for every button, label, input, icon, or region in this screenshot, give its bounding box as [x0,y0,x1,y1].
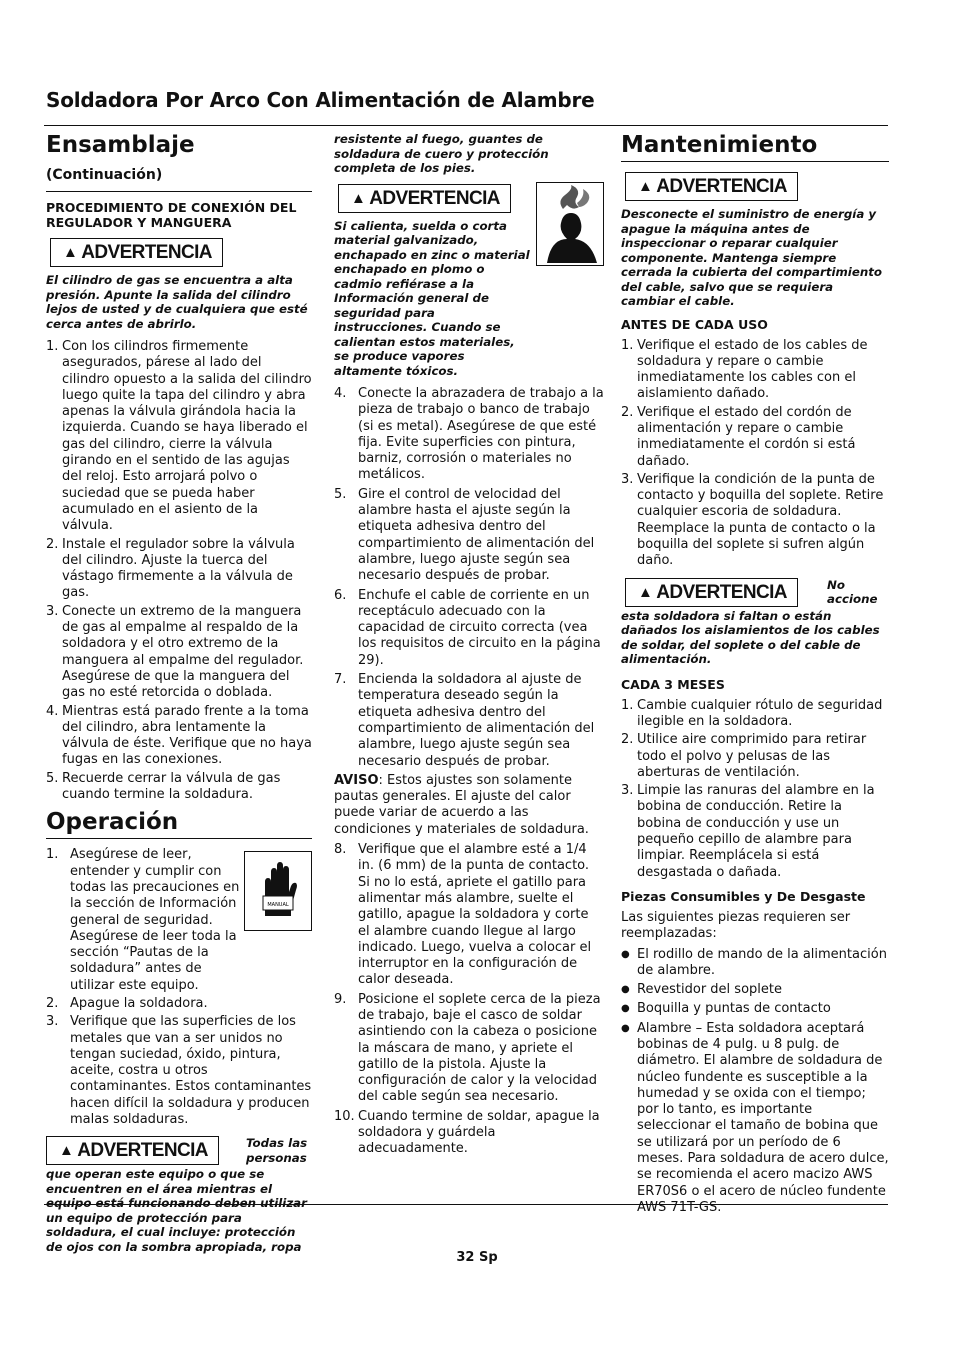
warning-triangle-icon: ▲ [351,189,366,207]
bottom-divider [44,1204,888,1205]
operation-steps-final [334,842,604,1158]
section-heading-operacion: Operación [46,809,312,839]
aviso-text: : Estos ajustes son solamente pautas generales. El ajuste del calor puede variar de acuerdo a las condiciones y materiales de soldadura. [334,772,589,837]
item-number: 10. [334,1108,355,1124]
item-number: 9. [334,991,347,1007]
item-number: 1. [46,339,59,354]
list-item [46,537,312,602]
warning-text: esta soldadora si faltan o están dañados los aislamientos de los cables de soldar, del soplete o del cable de alimentación. [621,608,880,667]
consumibles-intro: Las siguientes piezas requieren ser reemplazadas: [621,909,851,942]
item-text: Limpie las ranuras del alambre en la bobina de conducción. Retire la bobina de conducción y use un pequeño cepillo de alambre para limpiar. Reemplácela si está desgastada o dañada. [637,783,875,880]
warning-text: Desconecte el suministro de energía y apague la máquina antes de inspeccionar o reparar cualquier componente. Mantenga siempre cerrada la cubierta del compartimiento del cable, salvo que se requiera cambiar el cable. [621,207,882,308]
pre-use-steps [621,338,889,570]
item-number: 3. [46,603,59,619]
item-text: Encienda la soldadora al ajuste de temperatura deseado según la etiqueta adhesiva dentro del compartimiento de alimentación del alambre, luego ajuste según sea necesario después de probar. [358,672,595,769]
list-item [46,704,312,769]
list-item [334,1109,604,1158]
subhead-regulador: PROCEDIMIENTO DE CONEXIÓN DEL REGULADOR Y MANGUERA [46,200,297,230]
list-item [334,992,604,1106]
warning-triangle-icon: ▲ [638,583,653,601]
list-item [46,1014,312,1128]
bullet-item: ● Boquilla y puntas de contacto [621,1001,889,1017]
bullet-item: ● El rodillo de mando de la alimentación de alambre. [621,947,889,980]
warning-lead: No accione [827,577,878,607]
operation-steps [46,847,312,1128]
warning-badge: ▲ ADVERTENCIA [625,578,798,607]
item-number: 5. [46,770,59,786]
aviso-label: AVISO [334,772,379,788]
item-number: 1. [621,697,634,713]
list-item [621,698,889,731]
heading-text: Ensamblaje [46,132,195,158]
item-text: Verifique la condición de la punta de contacto y boquilla del soplete. Retire cualquier escoria de soldadura. Reemplace la punta de contacto o la boquilla del soplete si sufren algún daño. [637,471,884,569]
column-assembly [46,132,312,1262]
consumibles-list [621,947,889,1217]
item-number: 4. [46,703,59,719]
column-maintenance [621,132,889,1219]
list-item [621,338,889,403]
item-text: Mientras está parado frente a la toma del cilindro, abra lentamente la válvula de éste. Verifique que no haya fugas en las conexiones. [62,703,312,768]
warning-text: El cilindro de gas se encuentra a alta presión. Apunte la salida del cilindro lejos de usted y de cualquiera que esté cerca antes de abrirlo. [46,273,308,331]
list-item [621,783,889,881]
item-number: 2. [621,732,634,748]
warning-lead: Todas las personas [246,1136,308,1165]
item-text: Verifique que el alambre esté a 1/4 in. (6 mm) de la punta de contacto. Si no lo está, apriete el gatillo para alimentar más alambre, suelte el gatillo, apague la soldadora y corte el alambre cuando llegue al largo indicado. Luego, vuelva a colocar el interruptor en la configuración de calor deseada. [358,842,592,988]
warning-triangle-icon: ▲ [59,1142,74,1160]
page-title: Soldadora Por Arco Con Alimentación de Alambre [46,88,595,112]
list-item [621,732,889,781]
page-number: 32 Sp [456,1250,498,1265]
item-number: 6. [334,587,347,603]
item-text: Recuerde cerrar la válvula de gas cuando termine la soldadura. [62,770,281,803]
item-number: 8. [334,842,347,858]
list-item [334,487,604,585]
section-heading-ensamblaje [46,132,312,192]
list-item [621,405,889,470]
item-text: Enchufe el cable de corriente en un receptáculo adecuado con la capacidad de circuito correcta (vea los requisitos de circuito en la página 29). [358,587,601,668]
item-text: Cuando termine de soldar, apague la soldadora y guárdela adecuadamente. [358,1108,600,1157]
warning-triangle-icon: ▲ [638,178,653,195]
list-item [46,847,312,994]
item-number: 3. [621,471,634,487]
quarterly-steps [621,698,889,881]
top-divider [44,125,888,126]
item-number: 2. [46,995,59,1011]
item-text: Conecte un extremo de la manguera de gas al empalme al respaldo de la soldadora y el otro extremo de la manguera al empalme del regulador. Asegúrese de que la manguera del gas no esté retorcida o doblada. [62,603,304,701]
toxic-fumes-icon [536,182,604,266]
item-number: 2. [621,404,634,420]
item-text: Gire el control de velocidad del alambre hasta el ajuste según la etiqueta adhesiva dentro del compartimiento de alimentación del alambre, luego ajuste según sea necesario después de probar. [358,486,595,584]
assembly-steps [46,339,312,803]
item-text: Verifique que las superficies de los metales que van a ser unidos no tengan suciedad, óxido, pintura, aceite, costra u otros contaminantes. Estos contaminantes hacen difícil la soldadura y producen malas soldaduras. [70,1014,312,1128]
item-text: Apague la soldadora. [70,995,208,1011]
warning-text: Si calienta, suelda o corta material galvanizado, enchapado en zinc o material enchapado en plomo o cadmio refiérase a la Información general de seguridad para instrucciones. Cuando se calientan estos materiales, se produce vapores altamente tóxicos. [334,218,530,378]
operation-steps-cont [334,386,604,770]
item-number: 3. [621,783,634,799]
subhead-consumibles: Piezas Consumibles y De Desgaste [621,888,866,904]
item-text: Verifique el estado de los cables de soldadura y repare o cambie inmediatamente los cables con el aislamiento dañado. [637,337,868,402]
warning-badge: ▲ ADVERTENCIA [338,184,511,213]
warning-badge: ▲ ADVERTENCIA [50,238,223,267]
list-item [46,996,312,1012]
heading-continuation: (Continuación) [46,167,163,183]
manual-label: MANUAL [267,902,289,909]
item-text: Verifique el estado del cordón de alimentación y repare o cambie inmediatamente el cordón si está dañado. [637,404,856,469]
warning-text: que operan este equipo o que se encuentren en el área mientras el equipo está funcionando deben utilizar un equipo de protección para soldadura, el cual incluye: protección de ojos con la sombra apropiada, ropa [46,1167,307,1254]
list-item [334,672,604,770]
column-operation [334,132,604,1161]
list-item [334,386,604,484]
warning-badge: ▲ ADVERTENCIA [46,1136,219,1165]
warning-triangle-icon: ▲ [63,244,78,261]
bullet-item: ● Revestidor del soplete [621,982,889,998]
item-text: Cambie cualquier rótulo de seguridad ilegible en la soldadora. [637,697,883,729]
item-text: Utilice aire comprimido para retirar todo el polvo y pelusas de las aberturas de ventilación. [637,732,867,780]
warning-badge: ▲ ADVERTENCIA [625,172,798,201]
item-text: Instale el regulador sobre la válvula del cilindro. Ajuste la tuerca del vástago firmemente a la válvula de gas. [62,536,295,601]
item-text: Posicione el soplete cerca de la pieza de trabajo, baje el casco de soldar asintiendo con la cabeza o posicione la máscara de mano, y apriete el gatillo de la pistola. Ajuste la configuración de calor y la velocidad del cable según sea necesario. [358,991,601,1105]
list-item [621,472,889,570]
list-item [334,588,604,669]
item-number: 2. [46,536,59,552]
aviso-note [334,773,604,838]
item-number: 5. [334,486,347,502]
list-item [46,339,312,535]
list-item [46,604,312,702]
item-text: Asegúrese de leer, entender y cumplir con todas las precauciones en la sección de Información general de seguridad. Asegúrese de leer toda la sección “Pautas de la soldadura” antes de utilizar este equipo. [70,847,240,993]
bullet-item: ● Alambre – Esta soldadora aceptará bobinas de 4 pulg. u 8 pulg. de diámetro. El alambre de soldadura de núcleo fundente es susceptible a la humedad y se oxida con el tiempo; por lo tanto, es importante seleccionar el tamaño de bobina que se utilizará por un período de 6 meses. Para soldadura de acero dulce, se recomienda el acero macizo AWS ER70S6 o el acero de núcleo fundente AWS 71T-GS. [621,1021,889,1217]
list-item [46,771,312,804]
subhead-cada-3-meses: CADA 3 MESES [621,676,725,692]
item-number: 7. [334,672,347,688]
subhead-antes-uso: ANTES DE CADA USO [621,316,768,332]
item-number: 4. [334,386,347,401]
warning-text-continued: resistente al fuego, guantes de soldadura de cuero y protección completa de los pies. [334,132,549,175]
item-number: 3. [46,1014,59,1030]
item-text: Conecte la abrazadera de trabajo a la pieza de trabajo o banco de trabajo (si es metal). Asegúrese de que esté fija. Evite superficies con pintura, barniz, corrosión o materiales no metálicos. [358,386,604,483]
item-text: Con los cilindros firmemente asegurados, párese al lado del cilindro opuesto a la salida del cilindro luego quite la tapa del cilindro y abra apenas la válvula girándola hacia la izquierda. Cuando se haya liberado el gas del cilindro, cierre la válvula girando en el sentido de las agujas del reloj. Esto arrojará polvo o suciedad que se pueda haber acumulado en el asiento de la válvula. [62,339,312,534]
list-item [334,842,604,989]
item-number: 1. [621,337,634,353]
item-number: 1. [46,847,59,863]
section-heading-mantenimiento: Mantenimiento [621,132,889,162]
